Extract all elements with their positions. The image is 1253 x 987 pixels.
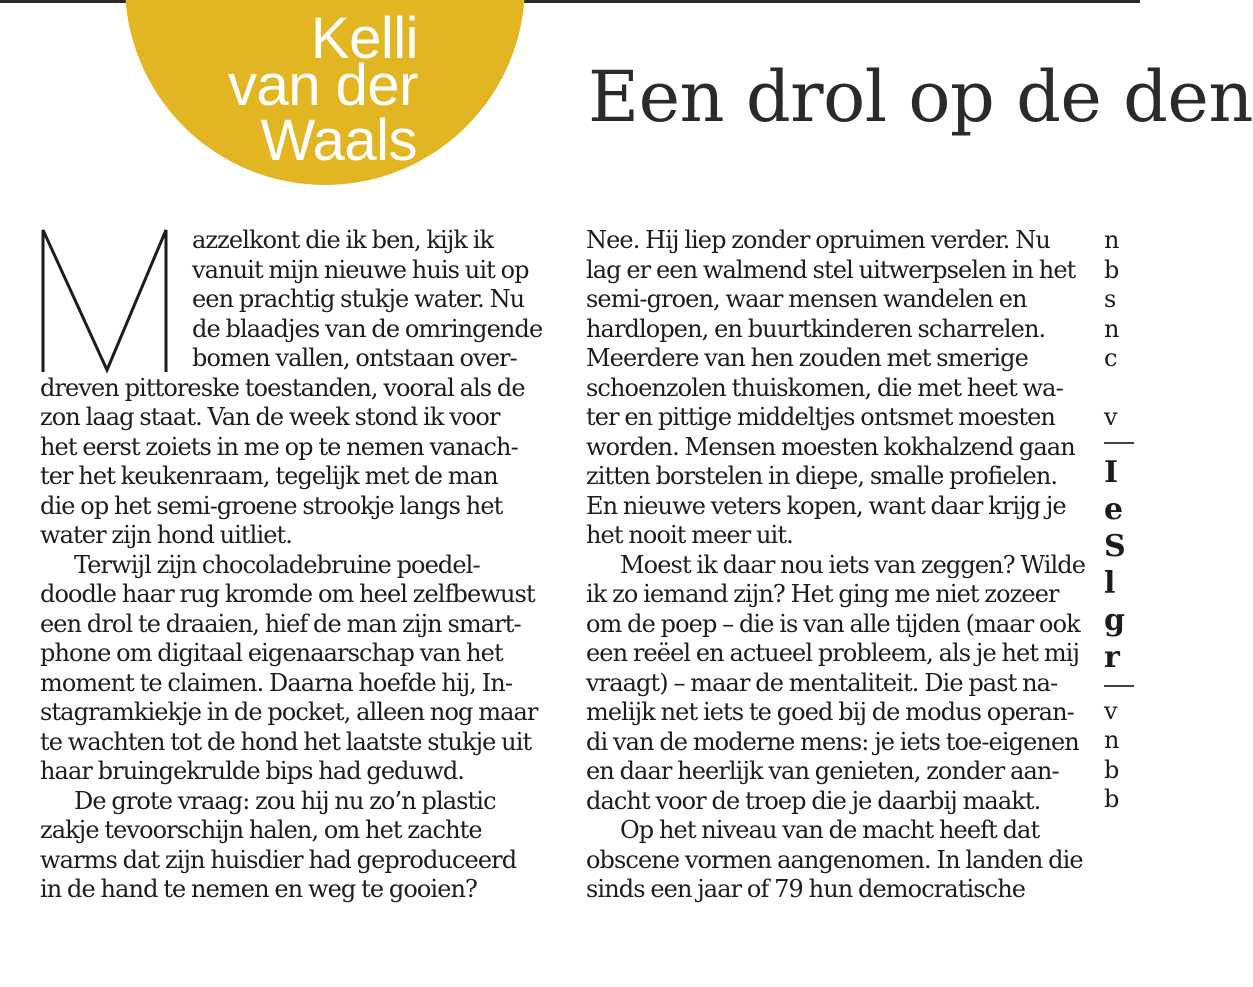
text-line: De grote vraag: zou hij nu zo’n plastic	[74, 786, 496, 815]
text-line: ik zo iemand zijn? Het ging me niet zozeer	[586, 580, 1059, 608]
text-line: Op het niveau van de macht heeft dat	[620, 816, 1040, 844]
text-line: water zijn hond uitliet.	[40, 521, 293, 549]
paragraph-3	[40, 787, 555, 905]
text-line: hardlopen, en buurtkinderen scharrelen.	[586, 314, 1046, 343]
article-column-2	[586, 226, 1101, 905]
text-line: lag er een walmend stel uitwerpselen in het	[586, 255, 1076, 284]
paragraph-4	[586, 226, 1101, 551]
text-line: vraagt) – maar de mentaliteit. Die past na-	[586, 668, 1058, 697]
text-line: en daar heerlijk van genieten, zonder aan-	[586, 757, 1059, 785]
paragraph-6	[586, 816, 1101, 905]
text-line: ter het keukenraam, tegelijk met de man	[40, 462, 498, 490]
text-fragment: b	[1104, 785, 1119, 813]
pull-quote-fragment: S	[1104, 528, 1125, 564]
text-line: zitten borstelen in diepe, smalle profielen.	[586, 462, 1058, 490]
text-line: En nieuwe veters kopen, want daar krijg je	[586, 491, 1066, 520]
text-fragment: n	[1104, 314, 1119, 343]
text-line: haar bruingekrulde bips had geduwd.	[40, 757, 465, 785]
text-line: ter en pittige middeltjes ontsmet moesten	[586, 403, 1055, 431]
text-line: moment te claimen. Daarna hoefde hij, In-	[40, 668, 513, 697]
text-fragment: v	[1104, 403, 1117, 431]
text-line: om de poep – die is van alle tijden (maar ook	[586, 609, 1080, 638]
text-line: in de hand te nemen en weg te gooien?	[40, 875, 478, 903]
text-line: semi-groen, waar mensen wandelen en	[586, 285, 1027, 313]
paragraph-2	[40, 551, 555, 787]
text-line: de blaadjes van de omringende	[192, 314, 543, 343]
text-line: sinds een jaar of 79 hun democratische	[586, 875, 1026, 903]
text-line: worden. Mensen moesten kokhalzend gaan	[586, 432, 1075, 461]
text-line: obscene vormen aangenomen. In landen die	[586, 845, 1083, 874]
text-line: azzelkont die ik ben, kijk ik	[192, 226, 494, 254]
pull-quote-fragment: r	[1104, 639, 1119, 675]
text-fragment: n	[1104, 226, 1119, 254]
text-line: het nooit meer uit.	[586, 521, 793, 549]
text-line: stagramkiekje in de pocket, alleen nog maar	[40, 698, 538, 726]
text-line: di van de moderne mens: je iets toe-eigenen	[586, 727, 1079, 756]
text-fragment: s	[1104, 285, 1116, 313]
text-line: bomen vallen, ontstaan over-	[192, 344, 517, 372]
paragraph-1	[40, 226, 555, 551]
text-fragment: n	[1104, 726, 1119, 754]
author-name-line-3: Waals	[260, 108, 417, 173]
text-line: Meerdere van hen zouden met smerige	[586, 344, 1028, 372]
text-line: die op het semi-groene strookje langs het	[40, 491, 503, 520]
text-fragment: c	[1104, 344, 1117, 372]
text-line: Terwijl zijn chocoladebruine poedel-	[74, 550, 480, 579]
pull-quote-fragment: l	[1104, 565, 1115, 601]
spacer	[1104, 374, 1144, 404]
text-line: phone om digitaal eigenaarschap van het	[40, 639, 503, 667]
text-line: dacht voor de troep die je daarbij maakt.	[586, 786, 1041, 815]
paragraph-5	[586, 551, 1101, 817]
text-line: zon laag staat. Van de week stond ik voor	[40, 403, 500, 431]
text-line: vanuit mijn nieuwe huis uit op	[192, 255, 529, 284]
quote-rule-top	[1104, 442, 1134, 444]
text-fragment: b	[1104, 255, 1119, 284]
text-line: Moest ik daar nou iets van zeggen? Wilde	[620, 550, 1086, 579]
text-line: zakje tevoorschijn halen, om het zachte	[40, 816, 482, 844]
article-column-3-cropped	[1104, 226, 1144, 815]
headline: Een drol op de den	[588, 56, 1253, 138]
text-fragment: v	[1104, 696, 1117, 725]
text-line: Nee. Hij liep zonder opruimen verder. Nu	[586, 226, 1050, 254]
text-line: te wachten tot de hond het laatste stukje uit	[40, 727, 532, 756]
text-line: schoenzolen thuiskomen, die met heet wa-	[586, 373, 1063, 402]
text-line: een prachtig stukje water. Nu	[192, 285, 525, 313]
text-line: dreven pittoreske toestanden, vooral als de	[40, 373, 525, 402]
pull-quote-fragment: I	[1104, 454, 1118, 490]
text-line: warms dat zijn huisdier had geproduceerd	[40, 845, 517, 874]
pull-quote-fragment: e	[1104, 491, 1123, 527]
text-line: melijk net iets te goed bij de modus operan-	[586, 698, 1074, 726]
article-column-1	[40, 226, 555, 905]
text-line: een drol te draaien, hief de man zijn smart-	[40, 609, 521, 638]
pull-quote-fragment: g	[1104, 602, 1125, 638]
text-line: een reëel en actueel probleem, als je het mij	[586, 639, 1079, 667]
quote-rule-bottom	[1104, 685, 1134, 687]
text-line: het eerst zoiets in me op te nemen vanach-	[40, 432, 518, 461]
text-line: doodle haar rug kromde om heel zelfbewust	[40, 580, 535, 608]
author-name-line-1: Kelli	[310, 6, 418, 71]
author-name-line-2: van der	[228, 53, 418, 118]
text-fragment: b	[1104, 755, 1119, 784]
